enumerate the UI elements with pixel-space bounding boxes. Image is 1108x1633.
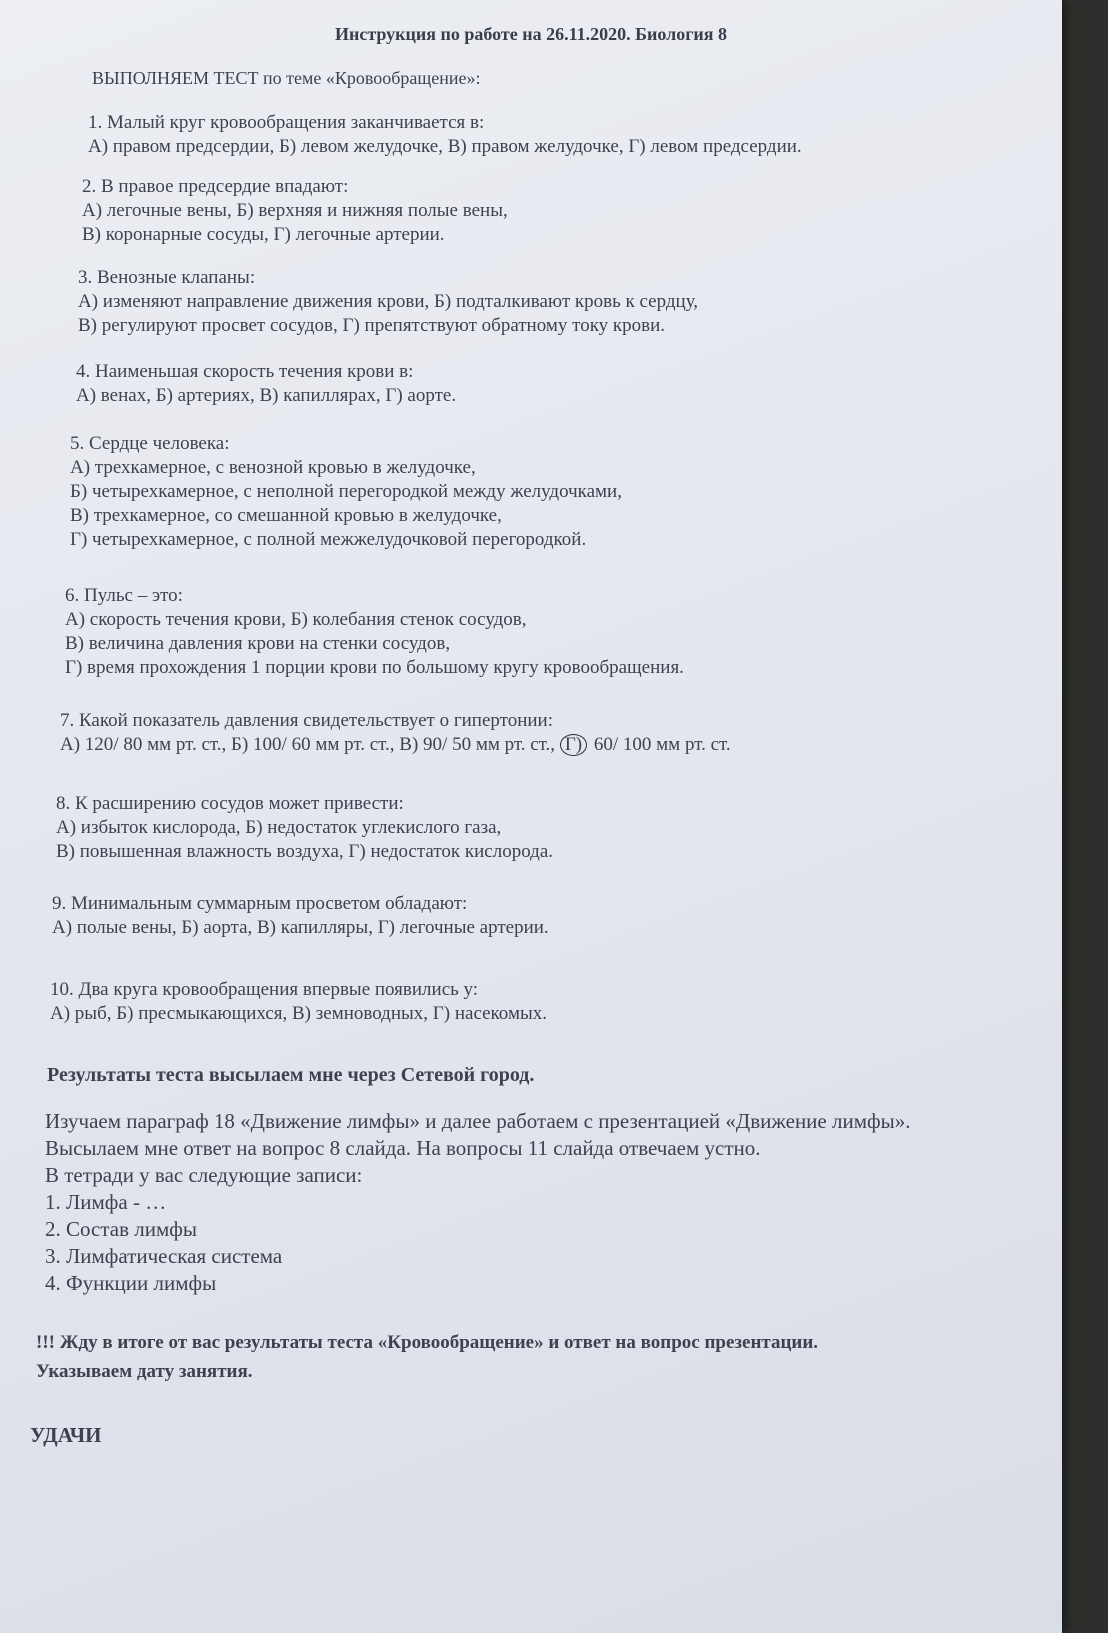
question-8: [56, 792, 553, 864]
answer-line: А) изменяют направление движения крови, Б) подталкивают кровь к сердцу,: [78, 291, 699, 312]
question-6: [65, 584, 684, 680]
answer-line: В) повышенная влажность воздуха, Г) недостаток кислорода.: [56, 841, 553, 862]
question-text: 2. В правое предсердие впадают:: [82, 176, 349, 197]
notes-item: 1. Лимфа - …: [45, 1190, 167, 1214]
answer-options: А) 120/ 80 мм рт. ст., Б) 100/ 60 мм рт. ст., В) 90/ 50 мм рт. ст.,: [60, 734, 556, 755]
final-instructions: [36, 1328, 818, 1386]
notes-item: 4. Функции лимфы: [45, 1271, 217, 1295]
answer-line: [60, 733, 731, 757]
study-line: В тетради у вас следующие записи:: [45, 1163, 363, 1187]
question-text: 1. Малый круг кровообращения заканчивается в:: [88, 112, 485, 133]
results-note: Результаты теста высылаем мне через Сетевой город.: [47, 1064, 535, 1086]
answer-line: А) правом предсердии, Б) левом желудочке, В) правом желудочке, Г) левом предсердии.: [88, 136, 802, 157]
question-10: [50, 978, 547, 1026]
study-line: Высылаем мне ответ на вопрос 8 слайда. На вопросы 11 слайда отвечаем устно.: [45, 1136, 761, 1160]
question-3: [78, 266, 698, 338]
answer-line: В) трехкамерное, со смешанной кровью в желудочке,: [70, 505, 502, 526]
question-1: [88, 111, 802, 159]
question-text: 9. Минимальным суммарным просветом обладают:: [52, 893, 468, 914]
question-text: 5. Сердце человека:: [70, 433, 230, 454]
answer-line: А) легочные вены, Б) верхняя и нижняя полые вены,: [82, 200, 508, 221]
notes-item: 2. Состав лимфы: [45, 1217, 197, 1241]
question-7: [60, 709, 731, 757]
answer-line: Г) четырехкамерное, с полной межжелудочковой перегородкой.: [70, 529, 587, 550]
circled-answer-mark: Г): [560, 734, 587, 756]
question-2: [82, 175, 508, 247]
study-instructions: [45, 1108, 910, 1297]
answer-line: В) регулируют просвет сосудов, Г) препятствуют обратному току крови.: [78, 315, 666, 336]
question-5: [70, 432, 622, 552]
question-text: 6. Пульс – это:: [65, 585, 183, 606]
answer-line: Г) время прохождения 1 порции крови по большому кругу кровообращения.: [65, 657, 684, 678]
final-line: Указываем дату занятия.: [36, 1361, 253, 1382]
answer-option-g: 60/ 100 мм рт. ст.: [593, 734, 731, 755]
notes-item: 3. Лимфатическая система: [45, 1244, 283, 1268]
answer-line: В) коронарные сосуды, Г) легочные артерии.: [82, 224, 445, 245]
answer-line: А) скорость течения крови, Б) колебания стенок сосудов,: [65, 609, 527, 630]
closing-text: УДАЧИ: [30, 1423, 102, 1447]
question-text: 7. Какой показатель давления свидетельствует о гипертонии:: [60, 710, 553, 731]
question-text: 10. Два круга кровообращения впервые появились у:: [50, 979, 479, 1000]
question-text: 8. К расширению сосудов может привести:: [56, 793, 404, 814]
question-4: [76, 360, 456, 408]
answer-line: А) полые вены, Б) аорта, В) капилляры, Г) легочные артерии.: [52, 917, 549, 938]
answer-line: А) трехкамерное, с венозной кровью в желудочке,: [70, 457, 476, 478]
test-intro: ВЫПОЛНЯЕМ ТЕСТ по теме «Кровообращение»:: [92, 68, 481, 88]
final-line: !!! Жду в итоге от вас результаты теста «Кровообращение» и ответ на вопрос презентации.: [36, 1332, 819, 1353]
study-line: Изучаем параграф 18 «Движение лимфы» и далее работаем с презентацией «Движение лимфы».: [45, 1109, 911, 1133]
question-text: 4. Наименьшая скорость течения крови в:: [76, 361, 414, 382]
answer-line: А) избыток кислорода, Б) недостаток углекислого газа,: [56, 817, 502, 838]
question-text: 3. Венозные клапаны:: [78, 267, 256, 288]
answer-line: А) рыб, Б) пресмыкающихся, В) земноводных, Г) насекомых.: [50, 1003, 547, 1024]
question-9: [52, 892, 549, 940]
answer-line: А) венах, Б) артериях, В) капиллярах, Г) аорте.: [76, 385, 457, 406]
answer-line: Б) четырехкамерное, с неполной перегородкой между желудочками,: [70, 481, 622, 502]
answer-line: В) величина давления крови на стенки сосудов,: [65, 633, 451, 654]
page-title: Инструкция по работе на 26.11.2020. Биология 8: [334, 24, 728, 44]
